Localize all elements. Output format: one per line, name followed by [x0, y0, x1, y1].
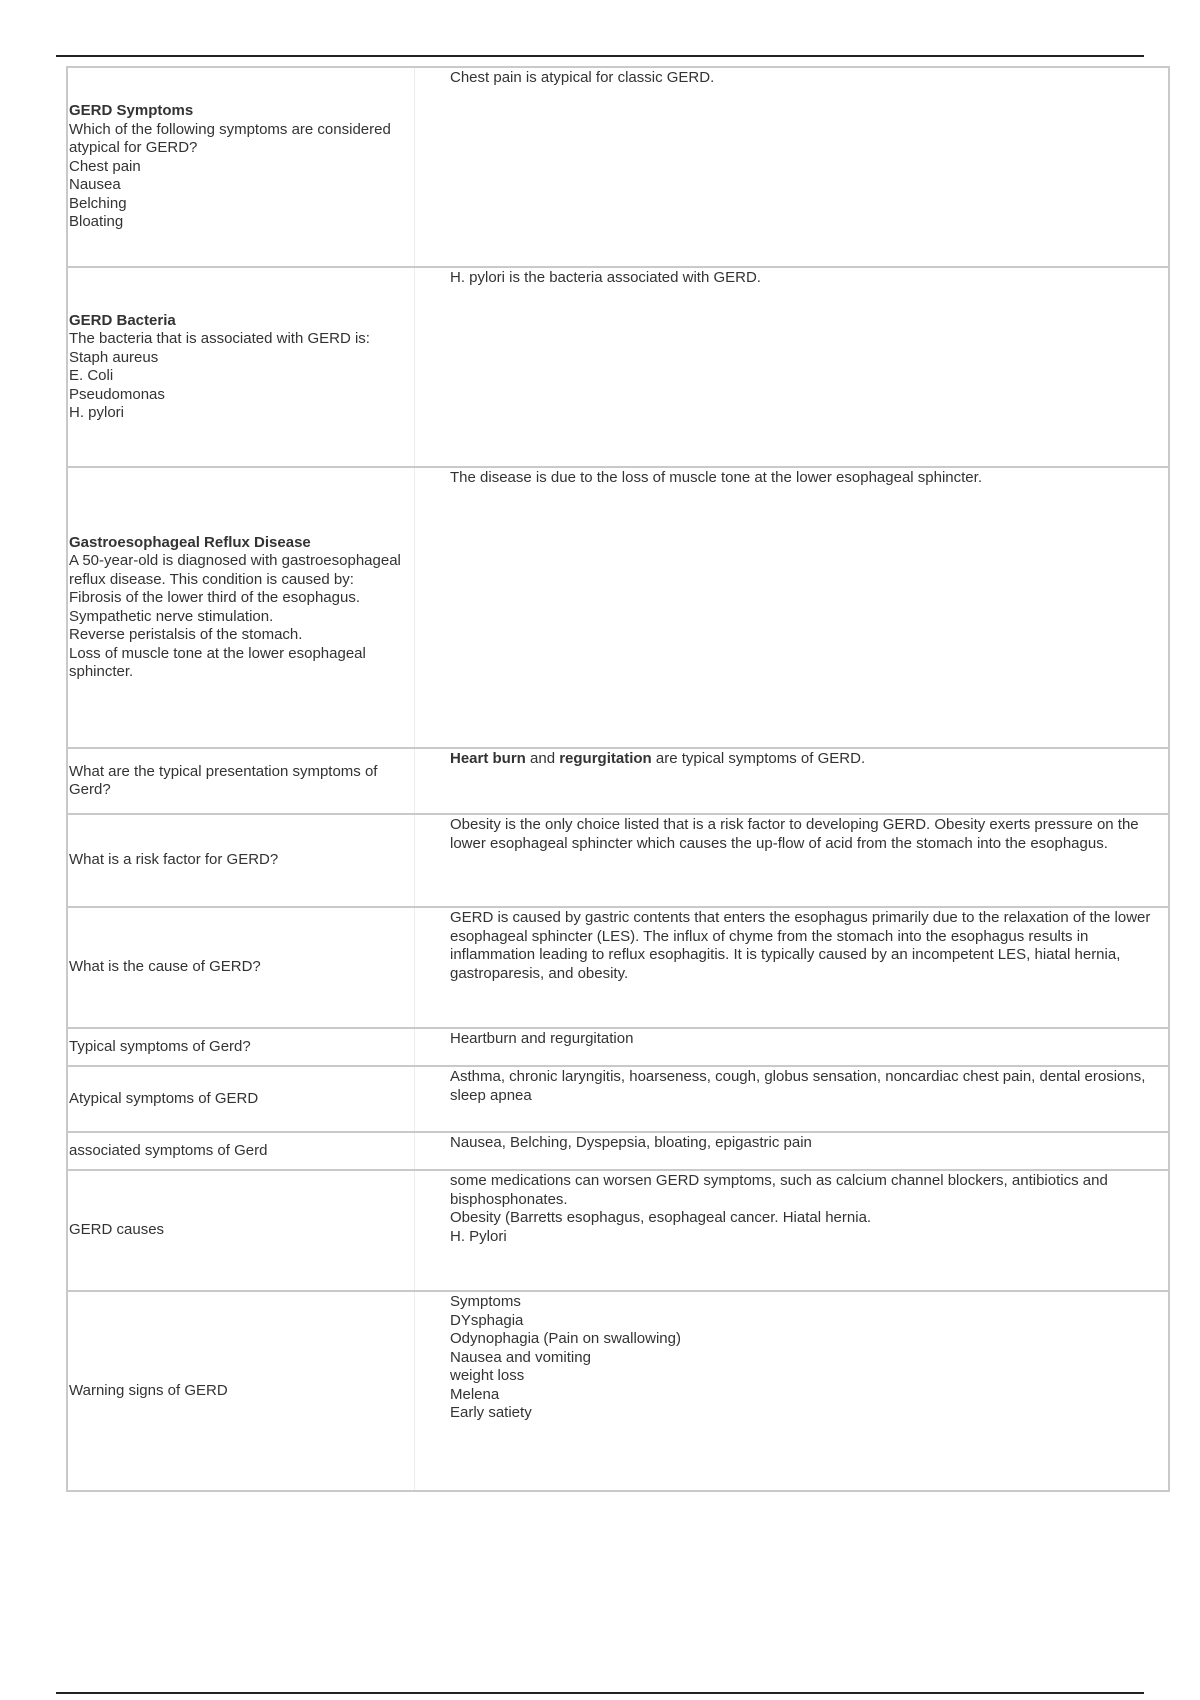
question-cell — [67, 814, 415, 907]
answer-text: some medications can worsen GERD symptoms, such as calcium channel blockers, antibiotics and bisphosphonates. — [450, 1172, 1108, 1208]
answer-cell — [415, 1170, 1170, 1291]
question-text: What is a risk factor for GERD? — [69, 851, 279, 869]
answer-cell — [415, 1028, 1170, 1066]
answer-tail: are typical symptoms of GERD. — [651, 750, 866, 767]
answer-text: Early satiety — [450, 1404, 532, 1421]
answer-text: Symptoms — [450, 1293, 521, 1310]
answer-text: Nausea and vomiting — [450, 1348, 591, 1366]
answer-cell — [415, 1066, 1170, 1132]
option-text: H. pylori — [69, 404, 125, 421]
answer-cell — [415, 814, 1170, 907]
option-text: Loss of muscle tone at the lower esophageal sphincter. — [69, 644, 366, 680]
question-cell — [67, 907, 415, 1028]
answer-text: Obesity is the only choice listed that is a risk factor to developing GERD. Obesity exerts pressure on the lower esophageal sphincter which causes the up-flow of acid from the stomach into the esophagus. — [450, 816, 1139, 852]
table-row — [67, 67, 1169, 267]
question-text: Warning signs of GERD — [69, 1381, 228, 1399]
answer-text: DYsphagia — [450, 1311, 524, 1329]
option-text: Reverse peristalsis of the stomach. — [69, 626, 303, 643]
table-row — [67, 267, 1169, 467]
table-row — [67, 814, 1169, 907]
option-text: Bloating — [69, 213, 124, 231]
question-cell — [67, 1066, 415, 1132]
option-text: Staph aureus — [69, 348, 159, 366]
question-cell — [67, 1132, 415, 1170]
answer-text: Nausea, Belching, Dyspepsia, bloating, epigastric pain — [450, 1134, 812, 1151]
answer-text: Heartburn and regurgitation — [450, 1030, 634, 1047]
card-term: Gastroesophageal Reflux Disease — [69, 533, 311, 551]
option-text: Fibrosis of the lower third of the esophagus. — [69, 589, 360, 606]
table-row — [67, 907, 1169, 1028]
answer-text: H. pylori is the bacteria associated with GERD. — [450, 269, 761, 286]
question-text: What are the typical presentation symptoms of Gerd? — [69, 762, 378, 798]
question-text: What is the cause of GERD? — [69, 958, 261, 976]
table-row — [67, 467, 1169, 748]
question-text: A 50-year-old is diagnosed with gastroesophageal reflux disease. This condition is caused by: — [69, 552, 401, 588]
answer-text: Obesity (Barretts esophagus, esophageal cancer. Hiatal hernia. — [450, 1209, 872, 1226]
table-row — [67, 1170, 1169, 1291]
answer-cell — [415, 467, 1170, 748]
question-cell — [67, 1170, 415, 1291]
answer-text: GERD is caused by gastric contents that enters the esophagus primarily due to the relaxation of the lower esophageal sphincter (LES). The influx of chyme from the stomach into the esophagus results in inflammation leading to reflux esophagitis. It is typically caused by an incompetent LES, hiatal hernia, gastroparesis, and obesity. — [450, 909, 1151, 982]
option-text: Sympathetic nerve stimulation. — [69, 607, 274, 625]
option-text: E. Coli — [69, 367, 114, 384]
answer-text — [450, 750, 1154, 769]
card-term: GERD Bacteria — [69, 311, 176, 329]
table-row — [67, 1291, 1169, 1491]
question-cell — [67, 67, 415, 267]
question-text: Which of the following symptoms are considered atypical for GERD? — [69, 120, 391, 157]
question-text: associated symptoms of Gerd — [69, 1141, 268, 1159]
answer-connector: and — [525, 750, 560, 767]
question-text: The bacteria that is associated with GERD is: — [69, 330, 370, 347]
answer-text: Chest pain is atypical for classic GERD. — [450, 69, 715, 86]
question-text: GERD causes — [69, 1221, 165, 1239]
question-text: Atypical symptoms of GERD — [69, 1089, 259, 1107]
bottom-rule — [56, 1692, 1144, 1694]
answer-cell — [415, 748, 1170, 814]
answer-text: Asthma, chronic laryngitis, hoarseness, cough, globus sensation, noncardiac chest pain, dental erosions, sleep apnea — [450, 1068, 1146, 1104]
card-term: GERD Symptoms — [69, 102, 194, 120]
answer-cell — [415, 1132, 1170, 1170]
answer-text: Odynophagia (Pain on swallowing) — [450, 1330, 681, 1347]
answer-bold-term: regurgitation — [559, 750, 652, 767]
table-row — [67, 1028, 1169, 1066]
option-text: Pseudomonas — [69, 385, 165, 403]
answer-bold-term: Heart burn — [450, 750, 526, 767]
table-row — [67, 1066, 1169, 1132]
option-text: Nausea — [69, 176, 121, 194]
question-cell — [67, 267, 415, 467]
answer-text: The disease is due to the loss of muscle tone at the lower esophageal sphincter. — [450, 469, 982, 486]
flashcard-table — [66, 66, 1170, 1492]
answer-cell — [415, 267, 1170, 467]
answer-cell — [415, 907, 1170, 1028]
option-text: Chest pain — [69, 157, 141, 175]
answer-text: Melena — [450, 1385, 500, 1403]
question-cell — [67, 748, 415, 814]
question-cell — [67, 467, 415, 748]
top-rule — [56, 55, 1144, 57]
question-cell — [67, 1028, 415, 1066]
question-text: Typical symptoms of Gerd? — [69, 1037, 251, 1055]
answer-text: H. Pylori — [450, 1227, 507, 1245]
question-cell — [67, 1291, 415, 1491]
answer-text: weight loss — [450, 1367, 525, 1384]
answer-cell — [415, 67, 1170, 267]
option-text: Belching — [69, 194, 127, 212]
answer-cell — [415, 1291, 1170, 1491]
table-row — [67, 1132, 1169, 1170]
table-row — [67, 748, 1169, 814]
